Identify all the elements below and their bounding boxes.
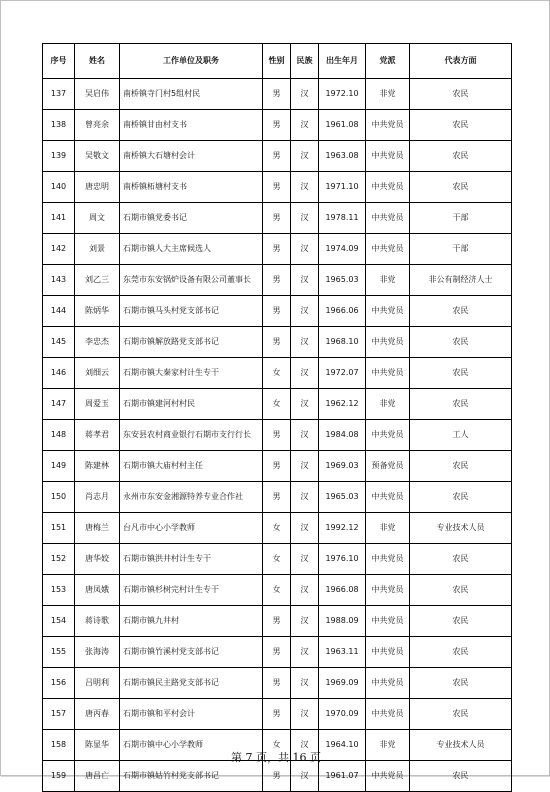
cell-workplace: 石期市镇洪井村计生专干 (120, 544, 263, 575)
cell-party: 中共党员 (366, 668, 410, 699)
cell-workplace: 石期市镇党委书记 (120, 203, 263, 234)
cell-ethnicity: 汉 (291, 79, 319, 110)
cell-workplace: 东安县农村商业银行石期市支行行长 (120, 420, 263, 451)
table-row (43, 606, 512, 637)
col-header-workplace: 工作单位及职务 (120, 44, 263, 79)
cell-workplace: 石期市镇九井村 (120, 606, 263, 637)
col-header-gender: 性别 (263, 44, 291, 79)
cell-ethnicity: 汉 (291, 451, 319, 482)
cell-sector: 农民 (410, 141, 512, 172)
cell-party: 中共党员 (366, 482, 410, 513)
cell-name: 周文 (75, 203, 120, 234)
col-header-name: 姓名 (75, 44, 120, 79)
cell-name: 唐凤娥 (75, 575, 120, 606)
cell-sector: 工人 (410, 420, 512, 451)
table-row (43, 544, 512, 575)
header-row (43, 44, 512, 79)
cell-sector: 农民 (410, 389, 512, 420)
table-row (43, 482, 512, 513)
cell-workplace: 南桥镇甘由村支书 (120, 110, 263, 141)
cell-ethnicity: 汉 (291, 482, 319, 513)
cell-workplace: 永州市东安金湘源特养专业合作社 (120, 482, 263, 513)
cell-sector: 干部 (410, 203, 512, 234)
table-row (43, 327, 512, 358)
cell-gender: 男 (263, 482, 291, 513)
cell-ethnicity: 汉 (291, 420, 319, 451)
cell-party: 中共党员 (366, 637, 410, 668)
table-row (43, 110, 512, 141)
table-row (43, 668, 512, 699)
cell-gender: 男 (263, 203, 291, 234)
cell-birth: 1966.08 (319, 575, 366, 606)
cell-sector: 农民 (410, 575, 512, 606)
cell-birth: 1963.11 (319, 637, 366, 668)
cell-ethnicity: 汉 (291, 327, 319, 358)
table-row (43, 141, 512, 172)
cell-index: 150 (43, 482, 75, 513)
cell-workplace: 台凡市中心小学教师 (120, 513, 263, 544)
cell-gender: 男 (263, 606, 291, 637)
cell-party: 中共党员 (366, 234, 410, 265)
cell-birth: 1976.10 (319, 544, 366, 575)
cell-gender: 女 (263, 358, 291, 389)
cell-name: 刘细云 (75, 358, 120, 389)
cell-gender: 女 (263, 730, 291, 761)
cell-ethnicity: 汉 (291, 637, 319, 668)
cell-birth: 1972.07 (319, 358, 366, 389)
table-row (43, 420, 512, 451)
cell-birth: 1984.08 (319, 420, 366, 451)
cell-birth: 1969.03 (319, 451, 366, 482)
cell-ethnicity: 汉 (291, 606, 319, 637)
cell-gender: 男 (263, 327, 291, 358)
cell-birth: 1966.06 (319, 296, 366, 327)
cell-index: 144 (43, 296, 75, 327)
cell-gender: 男 (263, 79, 291, 110)
cell-gender: 女 (263, 389, 291, 420)
cell-gender: 男 (263, 110, 291, 141)
cell-ethnicity: 汉 (291, 172, 319, 203)
cell-gender: 男 (263, 141, 291, 172)
cell-index: 142 (43, 234, 75, 265)
cell-ethnicity: 汉 (291, 265, 319, 296)
cell-sector: 农民 (410, 451, 512, 482)
cell-name: 蒋孝君 (75, 420, 120, 451)
cell-party: 中共党员 (366, 203, 410, 234)
cell-name: 吴启伟 (75, 79, 120, 110)
cell-birth: 1972.10 (319, 79, 366, 110)
cell-ethnicity: 汉 (291, 761, 319, 792)
cell-birth: 1961.08 (319, 110, 366, 141)
cell-index: 158 (43, 730, 75, 761)
delegate-roster-table (42, 43, 512, 792)
cell-gender: 男 (263, 172, 291, 203)
col-header-ethnicity: 民族 (291, 44, 319, 79)
cell-gender: 男 (263, 296, 291, 327)
cell-workplace: 石期市镇建河村村民 (120, 389, 263, 420)
cell-birth: 1974.09 (319, 234, 366, 265)
cell-name: 陈显华 (75, 730, 120, 761)
cell-name: 肖志月 (75, 482, 120, 513)
cell-name: 唐忠明 (75, 172, 120, 203)
cell-birth: 1965.03 (319, 265, 366, 296)
cell-ethnicity: 汉 (291, 513, 319, 544)
cell-index: 139 (43, 141, 75, 172)
cell-workplace: 石期市镇大庙村村主任 (120, 451, 263, 482)
cell-name: 唐梅兰 (75, 513, 120, 544)
cell-index: 138 (43, 110, 75, 141)
cell-sector: 农民 (410, 606, 512, 637)
cell-workplace: 石期市镇和平村会计 (120, 699, 263, 730)
cell-party: 中共党员 (366, 699, 410, 730)
cell-workplace: 石期市镇大秦家村计生专干 (120, 358, 263, 389)
cell-gender: 男 (263, 668, 291, 699)
cell-gender: 男 (263, 637, 291, 668)
cell-name: 吴敬文 (75, 141, 120, 172)
cell-party: 中共党员 (366, 172, 410, 203)
cell-sector: 农民 (410, 544, 512, 575)
table-row (43, 513, 512, 544)
cell-party: 中共党员 (366, 110, 410, 141)
cell-index: 145 (43, 327, 75, 358)
cell-index: 148 (43, 420, 75, 451)
cell-ethnicity: 汉 (291, 668, 319, 699)
cell-sector: 农民 (410, 761, 512, 792)
table-row (43, 203, 512, 234)
table-row (43, 637, 512, 668)
cell-sector: 农民 (410, 358, 512, 389)
cell-workplace: 石期市镇解放路党支部书记 (120, 327, 263, 358)
cell-gender: 女 (263, 513, 291, 544)
cell-party: 中共党员 (366, 141, 410, 172)
cell-ethnicity: 汉 (291, 296, 319, 327)
table-row (43, 234, 512, 265)
cell-sector: 农民 (410, 296, 512, 327)
cell-birth: 1968.10 (319, 327, 366, 358)
cell-party: 中共党员 (366, 358, 410, 389)
cell-workplace: 石期市镇马头村党支部书记 (120, 296, 263, 327)
cell-index: 155 (43, 637, 75, 668)
table-row (43, 79, 512, 110)
cell-workplace: 石期市镇民主路党支部书记 (120, 668, 263, 699)
cell-index: 157 (43, 699, 75, 730)
cell-ethnicity: 汉 (291, 389, 319, 420)
page-footer: 第 7 页，共 16 页 (231, 751, 321, 764)
cell-workplace: 石期市镇中心小学教师 (120, 730, 263, 761)
cell-sector: 农民 (410, 172, 512, 203)
cell-ethnicity: 汉 (291, 110, 319, 141)
cell-ethnicity: 汉 (291, 358, 319, 389)
cell-party: 非党 (366, 265, 410, 296)
cell-birth: 1961.07 (319, 761, 366, 792)
table-row (43, 389, 512, 420)
cell-birth: 1964.10 (319, 730, 366, 761)
table-row (43, 358, 512, 389)
cell-party: 中共党员 (366, 544, 410, 575)
cell-index: 141 (43, 203, 75, 234)
cell-ethnicity: 汉 (291, 730, 319, 761)
cell-index: 147 (43, 389, 75, 420)
table-row (43, 575, 512, 606)
cell-ethnicity: 汉 (291, 203, 319, 234)
cell-gender: 男 (263, 420, 291, 451)
cell-name: 唐昌亡 (75, 761, 120, 792)
cell-sector: 农民 (410, 637, 512, 668)
cell-gender: 男 (263, 265, 291, 296)
table-row (43, 699, 512, 730)
cell-name: 刘乙三 (75, 265, 120, 296)
cell-sector: 专业技术人员 (410, 513, 512, 544)
col-header-birth: 出生年月 (319, 44, 366, 79)
cell-ethnicity: 汉 (291, 575, 319, 606)
cell-name: 李忠杰 (75, 327, 120, 358)
cell-ethnicity: 汉 (291, 699, 319, 730)
table-header (43, 44, 512, 79)
cell-workplace: 石期市镇人大主席候选人 (120, 234, 263, 265)
cell-gender: 男 (263, 761, 291, 792)
cell-index: 159 (43, 761, 75, 792)
table-row (43, 451, 512, 482)
cell-ethnicity: 汉 (291, 234, 319, 265)
col-header-index: 序号 (43, 44, 75, 79)
cell-name: 刘景 (75, 234, 120, 265)
cell-birth: 1969.09 (319, 668, 366, 699)
cell-name: 张海涛 (75, 637, 120, 668)
cell-sector: 农民 (410, 482, 512, 513)
cell-gender: 男 (263, 451, 291, 482)
cell-sector: 农民 (410, 668, 512, 699)
cell-index: 146 (43, 358, 75, 389)
cell-birth: 1988.09 (319, 606, 366, 637)
cell-gender: 男 (263, 234, 291, 265)
col-header-sector: 代表方面 (410, 44, 512, 79)
cell-index: 151 (43, 513, 75, 544)
cell-party: 非党 (366, 730, 410, 761)
table-body (43, 79, 512, 792)
cell-party: 中共党员 (366, 420, 410, 451)
cell-party: 预备党员 (366, 451, 410, 482)
table-row (43, 761, 512, 792)
col-header-party: 党派 (366, 44, 410, 79)
cell-workplace: 石期市镇姑竹村党支部书记 (120, 761, 263, 792)
cell-name: 唐丙春 (75, 699, 120, 730)
cell-index: 153 (43, 575, 75, 606)
cell-workplace: 石期市镇杉树完村计生专干 (120, 575, 263, 606)
cell-index: 149 (43, 451, 75, 482)
cell-party: 中共党员 (366, 296, 410, 327)
cell-party: 中共党员 (366, 761, 410, 792)
cell-ethnicity: 汉 (291, 141, 319, 172)
cell-gender: 女 (263, 575, 291, 606)
cell-sector: 非公有制经济人士 (410, 265, 512, 296)
cell-party: 非党 (366, 79, 410, 110)
cell-workplace: 南桥镇寺门村5组村民 (120, 79, 263, 110)
cell-birth: 1970.09 (319, 699, 366, 730)
cell-birth: 1962.12 (319, 389, 366, 420)
cell-sector: 农民 (410, 327, 512, 358)
cell-ethnicity: 汉 (291, 544, 319, 575)
cell-name: 蒋诗歌 (75, 606, 120, 637)
cell-birth: 1965.03 (319, 482, 366, 513)
cell-workplace: 南桥镇大石塘村会计 (120, 141, 263, 172)
table-row (43, 265, 512, 296)
cell-sector: 干部 (410, 234, 512, 265)
cell-birth: 1978.11 (319, 203, 366, 234)
cell-gender: 男 (263, 699, 291, 730)
table-row (43, 172, 512, 203)
cell-name: 陈建林 (75, 451, 120, 482)
cell-name: 曾亮余 (75, 110, 120, 141)
cell-party: 中共党员 (366, 575, 410, 606)
table-row (43, 296, 512, 327)
cell-birth: 1963.08 (319, 141, 366, 172)
cell-birth: 1992.12 (319, 513, 366, 544)
cell-birth: 1971.10 (319, 172, 366, 203)
cell-index: 143 (43, 265, 75, 296)
cell-sector: 农民 (410, 699, 512, 730)
cell-name: 陈炳华 (75, 296, 120, 327)
cell-workplace: 东莞市东安锅炉设备有限公司董事长 (120, 265, 263, 296)
cell-party: 非党 (366, 513, 410, 544)
cell-name: 吕明利 (75, 668, 120, 699)
cell-index: 156 (43, 668, 75, 699)
cell-party: 中共党员 (366, 606, 410, 637)
cell-name: 唐华姣 (75, 544, 120, 575)
cell-sector: 农民 (410, 110, 512, 141)
cell-sector: 专业技术人员 (410, 730, 512, 761)
cell-index: 152 (43, 544, 75, 575)
cell-index: 140 (43, 172, 75, 203)
cell-index: 137 (43, 79, 75, 110)
cell-index: 154 (43, 606, 75, 637)
cell-party: 非党 (366, 389, 410, 420)
cell-workplace: 石期市镇竹溪村党支部书记 (120, 637, 263, 668)
cell-party: 中共党员 (366, 327, 410, 358)
cell-gender: 女 (263, 544, 291, 575)
cell-workplace: 南桥镇柘塘村支书 (120, 172, 263, 203)
cell-name: 周爱玉 (75, 389, 120, 420)
cell-sector: 农民 (410, 79, 512, 110)
